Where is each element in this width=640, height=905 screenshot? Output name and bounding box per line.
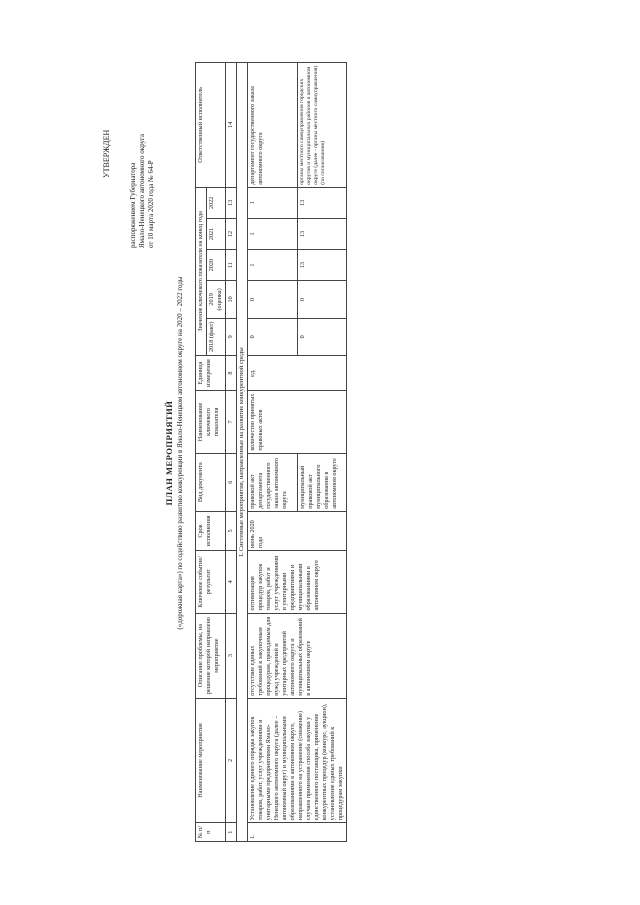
col-number: 13 [226,187,237,218]
header-2021: 2021 [207,218,226,249]
header-2022: 2022 [207,187,226,218]
table-row [248,62,298,841]
row-result: оптимизация процедур закупок товаров, работ и услуг учреждениями и унитарными предприятиями и муниципальными образованиями в автономном округе [248,550,347,612]
header-2020: 2020 [207,249,226,280]
approval-title: УТВЕРЖДЕН [102,129,111,178]
row-b-2020: 13 [297,249,347,280]
row-problem: отсутствие единых требований к закупочным процедурам, проводимым для нужд учреждений и унитарных предприятий автономного округа и муниципальных образований в автономном округе [248,613,347,698]
column-number-row [226,62,237,841]
row-a-2022: 1 [248,187,298,218]
row-deadline: июнь 2020 года [248,511,347,550]
col-number: 14 [226,62,237,187]
header-doc-type: Вид документа [196,453,226,511]
approval-line-2: Ямало-Ненецкого автономного округа [138,133,146,248]
row-a-executor: департамент государственного заказа автономного округа [248,62,298,187]
row-indicator: количество принятых правовых актов [248,390,347,452]
header-2019: 2019 (оценка) [207,280,226,317]
section-title: I. Системные мероприятия, направленные на развитие конкурентной среды [237,62,248,841]
approval-stamp [102,38,156,248]
header-problem: Описание проблемы, на решение которой направлено мероприятие [196,613,226,698]
header-2018: 2018 (факт) [207,318,226,355]
col-number: 1 [226,822,237,841]
header-result: Ключевое событие/ результат [196,550,226,612]
row-doc-type-a: правовой акт департамента государственного заказа автономного округа [248,453,298,511]
plan-table [195,62,347,842]
row-b-2021: 13 [297,218,347,249]
col-number: 12 [226,218,237,249]
col-number: 7 [226,390,237,452]
row-a-2021: 1 [248,218,298,249]
row-b-2018: 0 [297,318,347,355]
header-row [196,62,207,841]
row-a-2020: 1 [248,249,298,280]
row-name: Установление единого порядка закупок товаров, работ, услуг учреждениями и унитарными предприятиями Ямало-Ненецкого автономного округа (далее – автономный округ) и муниципальными образованиями в автономном округе, направленного на устранение (снижение) случаев применения способа закупки у единственного поставщика, применение конкурентных процедур (конкурс, аукцион), установление единых требований к процедурам закупки [248,698,347,823]
header-name: Наименование мероприятия [196,698,226,823]
header-unit: Единица измерения [196,355,226,390]
header-deadline: Срок исполнения [196,511,226,550]
header-num: № п/п [196,822,226,841]
row-a-2018: 0 [248,318,298,355]
col-number: 8 [226,355,237,390]
header-value-group: Значение ключевого показателя на конец года [196,187,207,355]
row-unit: ед. [248,355,347,390]
row-num: 1. [248,822,347,841]
col-number: 5 [226,511,237,550]
col-number: 11 [226,249,237,280]
col-number: 9 [226,318,237,355]
approval-line-3: от 10 марта 2020 года № 64-Р [147,159,155,248]
col-number: 3 [226,613,237,698]
row-b-2022: 13 [297,187,347,218]
col-number: 2 [226,698,237,823]
row-b-2019: 0 [297,280,347,317]
document-subtitle: («дорожная карта») по содействию развитию конкуренции в Ямало-Ненецком автономном округе на 2020 – 2022 годы [176,275,184,630]
header-indicator: Наименование ключевого показателя [196,390,226,452]
col-number: 4 [226,550,237,612]
header-executor: Ответственный исполнитель [196,62,226,187]
row-doc-type-b: муниципальный правовой акт муниципального образования в автономном округе [297,453,347,511]
row-a-2019: 0 [248,280,298,317]
section-row [237,62,248,841]
rotated-document-page [100,28,540,878]
col-number: 10 [226,280,237,317]
document-title: ПЛАН МЕРОПРИЯТИЙ [164,400,174,505]
row-b-executor: органы местного самоуправления городских округов и муниципальных районов в автономном округе (далее - органы местного самоуправления) (по согласованию) [297,62,347,187]
col-number: 6 [226,453,237,511]
approval-line-1: распоряжением Губернатора [129,162,137,248]
